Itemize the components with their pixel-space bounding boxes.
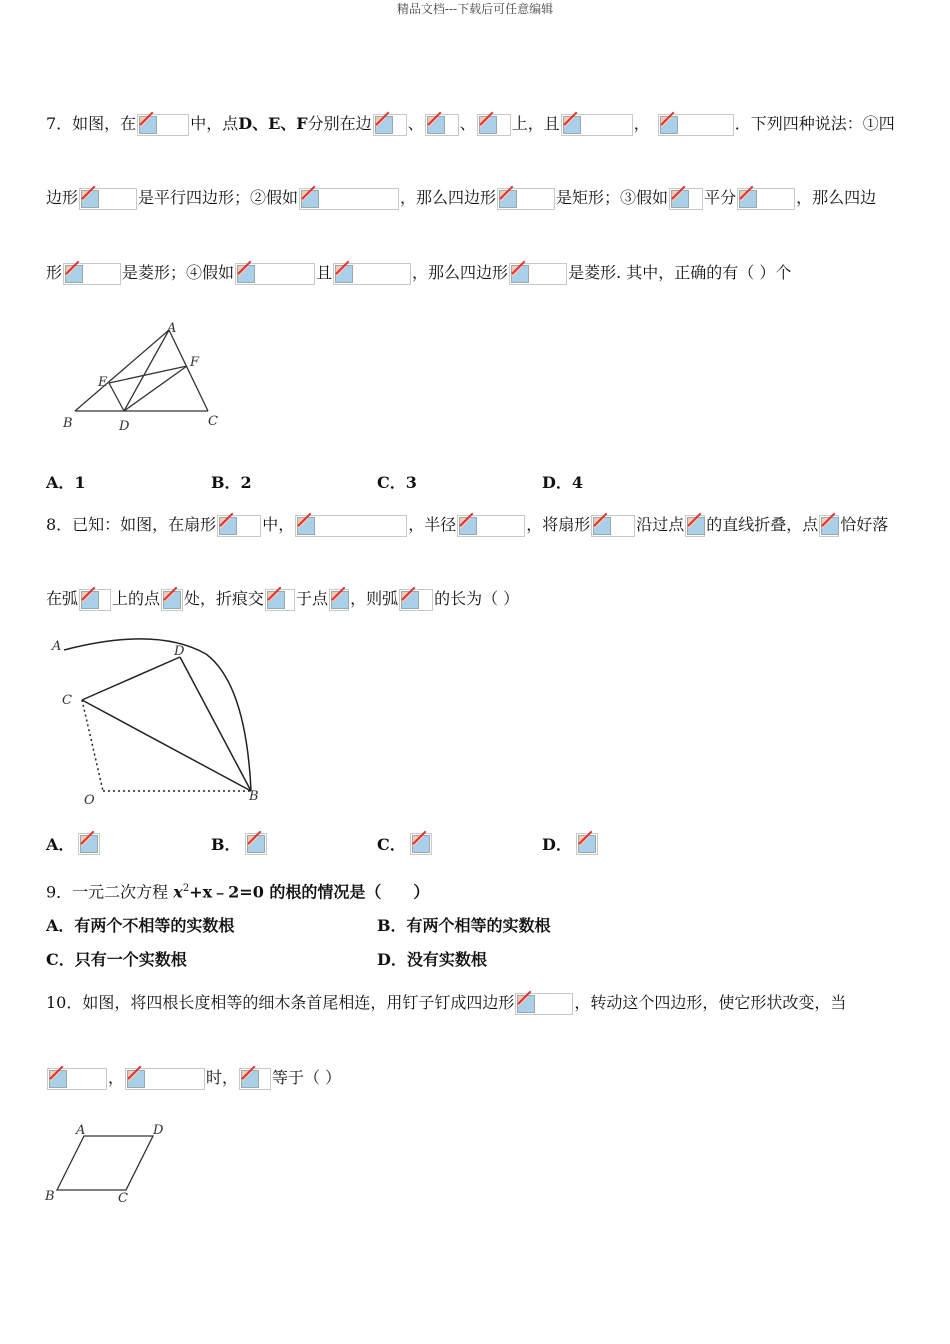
text: 沿过点 [636, 515, 685, 534]
text: 是菱形；④假如 [122, 263, 235, 282]
q7-line-1 [46, 111, 895, 137]
q7-option-a[interactable]: A．1 [46, 473, 86, 492]
formula-image [329, 589, 349, 611]
figure-label: D [174, 644, 185, 659]
formula-image [819, 515, 839, 537]
text: ．下列四种说法：①四 [734, 114, 895, 133]
formula-image [295, 515, 407, 537]
figure-label: A [76, 1123, 86, 1138]
formula-image [509, 263, 567, 285]
text: 恰好落 [840, 515, 889, 534]
q8-option-b[interactable] [211, 832, 268, 855]
figure-label: B [249, 789, 259, 804]
formula-image [425, 114, 459, 136]
text: 边形 [46, 188, 79, 207]
q8-option-c[interactable] [377, 832, 433, 855]
text: 于点 [296, 589, 329, 608]
text: 8．已知：如图，在扇形 [46, 515, 217, 534]
text: 7．如图，在 [46, 114, 137, 133]
figure-label: C [118, 1191, 128, 1206]
figure-label: A [167, 321, 177, 336]
formula-image [78, 833, 100, 855]
option-label: B． [211, 835, 241, 854]
formula-image [125, 1068, 205, 1090]
text: ，那么四边形 [412, 263, 509, 282]
text: 形 [46, 263, 63, 282]
text: 且 [316, 263, 333, 282]
formula-image [477, 114, 511, 136]
figure-label: B [63, 416, 73, 431]
figure-label: D [119, 419, 130, 434]
figure-label: E [98, 375, 108, 390]
formula-image [161, 589, 183, 611]
q7-option-b[interactable]: B．2 [211, 473, 252, 492]
text: 上的点 [112, 589, 161, 608]
option-label: D． [542, 835, 572, 854]
formula-image [79, 188, 137, 210]
q8-sector-figure [46, 634, 276, 812]
formula-image [497, 188, 555, 210]
text: ， [633, 114, 650, 133]
q7-option-d[interactable]: D．4 [542, 473, 584, 492]
formula-image [561, 114, 633, 136]
formula-image [299, 188, 399, 210]
formula-image [515, 993, 573, 1015]
formula-image [217, 515, 261, 537]
q7-line-2 [46, 185, 876, 211]
text: ，则弧 [350, 589, 399, 608]
q8-option-a[interactable] [46, 832, 101, 855]
formula-image [235, 263, 315, 285]
q7-option-c[interactable]: C．3 [377, 473, 417, 492]
text: 、 [459, 114, 476, 133]
formula-image [591, 515, 635, 537]
text: ， [108, 1068, 125, 1087]
text: 分别在边 [307, 114, 372, 133]
text: 等于（ ） [272, 1068, 342, 1087]
q9-option-b[interactable]: B．有两个相等的实数根 [377, 916, 551, 935]
figure-label: B [45, 1189, 55, 1204]
formula-image [737, 188, 795, 210]
q9-stem [46, 876, 429, 902]
figure-label: F [190, 355, 200, 370]
q8-line-1 [46, 512, 888, 538]
text: ，转动这个四边形，使它形状改变，当 [574, 993, 847, 1012]
math-var: x [173, 882, 183, 902]
formula-image [79, 589, 111, 611]
text: ，半径 [408, 515, 457, 534]
text: D、E、F [238, 114, 308, 133]
q10-line-1 [46, 990, 846, 1016]
q9-option-d[interactable]: D．没有实数根 [377, 950, 487, 969]
q10-rhombus-figure [40, 1118, 180, 1210]
formula-image [63, 263, 121, 285]
formula-image [410, 833, 432, 855]
text: 时， [206, 1068, 239, 1087]
formula-image [576, 833, 598, 855]
text: 在弧 [46, 589, 79, 608]
text: 是菱形. 其中，正确的有（ ）个 [568, 263, 792, 282]
option-label: A． [46, 835, 75, 854]
figure-label: D [153, 1123, 164, 1138]
text: 上，且 [511, 114, 560, 133]
formula-image [669, 188, 703, 210]
q9-option-a[interactable]: A．有两个不相等的实数根 [46, 916, 235, 935]
q7-line-3 [46, 260, 791, 286]
text: 的长为（ ） [434, 589, 520, 608]
page-header: 精品文档---下载后可任意编辑 [396, 2, 554, 16]
text: +x﹣2=0 的根的情况是（ ） [189, 882, 430, 902]
text: ，那么四边形 [400, 188, 497, 207]
text: 中， [262, 515, 295, 534]
formula-image [658, 114, 734, 136]
text: 10．如图，将四根长度相等的细木条首尾相连，用钉子钉成四边形 [46, 993, 515, 1012]
formula-image [333, 263, 411, 285]
formula-image [239, 1068, 271, 1090]
text: 、 [407, 114, 424, 133]
formula-image [457, 515, 525, 537]
formula-image [265, 589, 295, 611]
formula-image [399, 589, 433, 611]
text: ，那么四边 [796, 188, 877, 207]
text: 中，点 [190, 114, 239, 133]
figure-label: C [208, 414, 218, 429]
q8-line-2 [46, 586, 519, 612]
figure-label: O [84, 793, 95, 808]
q8-option-d[interactable] [542, 832, 599, 855]
formula-image [685, 515, 705, 537]
formula-image [373, 114, 407, 136]
q9-option-c[interactable]: C．只有一个实数根 [46, 950, 187, 969]
formula-image [245, 833, 267, 855]
formula-image [137, 114, 189, 136]
exponent: 2 [182, 883, 190, 894]
text: ，将扇形 [526, 515, 591, 534]
text: 的直线折叠，点 [706, 515, 819, 534]
text: 是平行四边形；②假如 [138, 188, 299, 207]
q10-line-2 [46, 1065, 341, 1091]
figure-label: A [52, 639, 62, 654]
figure-label: C [62, 693, 72, 708]
option-label: C． [377, 835, 406, 854]
text: 平分 [704, 188, 737, 207]
text: 9．一元二次方程 [46, 882, 174, 902]
text: 是矩形；③假如 [556, 188, 669, 207]
text: 处，折痕交 [184, 589, 265, 608]
q7-triangle-figure [55, 318, 235, 438]
formula-image [47, 1068, 107, 1090]
